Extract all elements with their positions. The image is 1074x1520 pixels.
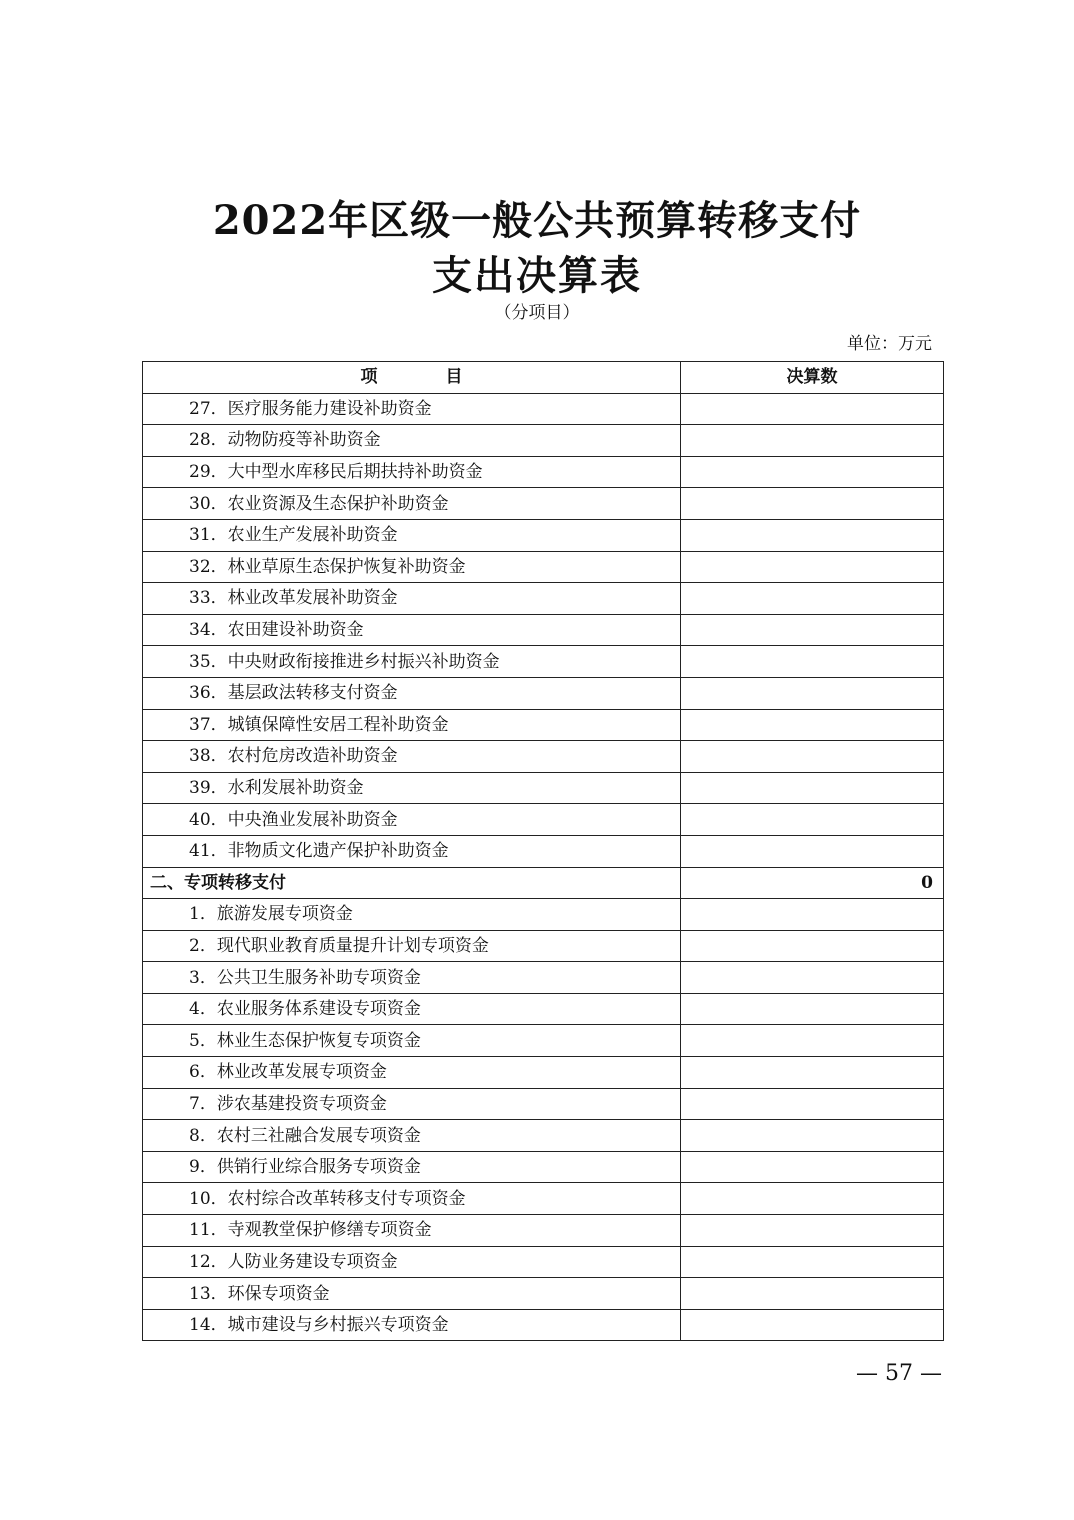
row-label: 34．农田建设补助资金 bbox=[143, 614, 681, 646]
row-label: 39．水利发展补助资金 bbox=[143, 772, 681, 804]
row-value bbox=[681, 1246, 944, 1278]
row-value bbox=[681, 677, 944, 709]
table-row bbox=[143, 709, 944, 741]
table-row bbox=[143, 899, 944, 931]
row-label: 35．中央财政衔接推进乡村振兴补助资金 bbox=[143, 646, 681, 678]
row-value bbox=[681, 1183, 944, 1215]
row-value bbox=[681, 772, 944, 804]
table-row bbox=[143, 1088, 944, 1120]
table-row bbox=[143, 1025, 944, 1057]
table-row bbox=[143, 930, 944, 962]
page-number: — 57 — bbox=[856, 1361, 942, 1386]
column-header-amount: 决算数 bbox=[681, 362, 944, 394]
row-value bbox=[681, 393, 944, 425]
table-row bbox=[143, 962, 944, 994]
row-label: 37．城镇保障性安居工程补助资金 bbox=[143, 709, 681, 741]
column-header-item: 项 目 bbox=[143, 362, 681, 394]
row-label: 12．人防业务建设专项资金 bbox=[143, 1246, 681, 1278]
row-label: 7．涉农基建投资专项资金 bbox=[143, 1088, 681, 1120]
row-label: 1．旅游发展专项资金 bbox=[143, 899, 681, 931]
row-value bbox=[681, 930, 944, 962]
row-label: 33．林业改革发展补助资金 bbox=[143, 583, 681, 615]
table-row bbox=[143, 583, 944, 615]
row-label: 6．林业改革发展专项资金 bbox=[143, 1057, 681, 1089]
row-value bbox=[681, 709, 944, 741]
row-value bbox=[681, 583, 944, 615]
row-label: 10．农村综合改革转移支付专项资金 bbox=[143, 1183, 681, 1215]
row-value bbox=[681, 425, 944, 457]
table-row bbox=[143, 393, 944, 425]
row-label: 30．农业资源及生态保护补助资金 bbox=[143, 488, 681, 520]
row-label: 2．现代职业教育质量提升计划专项资金 bbox=[143, 930, 681, 962]
table-row bbox=[143, 646, 944, 678]
row-label: 28．动物防疫等补助资金 bbox=[143, 425, 681, 457]
row-value bbox=[681, 646, 944, 678]
table-row bbox=[143, 1057, 944, 1089]
row-label: 9．供销行业综合服务专项资金 bbox=[143, 1151, 681, 1183]
row-label: 3．公共卫生服务补助专项资金 bbox=[143, 962, 681, 994]
table-row bbox=[143, 614, 944, 646]
row-label: 13．环保专项资金 bbox=[143, 1278, 681, 1310]
row-value bbox=[681, 519, 944, 551]
table-row bbox=[143, 677, 944, 709]
row-value bbox=[681, 1278, 944, 1310]
row-value bbox=[681, 835, 944, 867]
table-row bbox=[143, 1120, 944, 1152]
row-label: 4．农业服务体系建设专项资金 bbox=[143, 993, 681, 1025]
table-row bbox=[143, 772, 944, 804]
row-value bbox=[681, 1309, 944, 1341]
table-row bbox=[143, 835, 944, 867]
row-value bbox=[681, 899, 944, 931]
table-row bbox=[143, 804, 944, 836]
row-label: 11．寺观教堂保护修缮专项资金 bbox=[143, 1215, 681, 1247]
table-header-row bbox=[143, 362, 944, 394]
document-subtitle: （分项目） bbox=[494, 303, 580, 323]
row-label: 5．林业生态保护恢复专项资金 bbox=[143, 1025, 681, 1057]
table-row bbox=[143, 1151, 944, 1183]
row-value bbox=[681, 1025, 944, 1057]
table-row bbox=[143, 425, 944, 457]
table-row bbox=[143, 456, 944, 488]
row-label: 38．农村危房改造补助资金 bbox=[143, 741, 681, 773]
row-value bbox=[681, 993, 944, 1025]
table-row bbox=[143, 1309, 944, 1341]
row-label: 14．城市建设与乡村振兴专项资金 bbox=[143, 1309, 681, 1341]
row-label: 29．大中型水库移民后期扶持补助资金 bbox=[143, 456, 681, 488]
row-label: 40．中央渔业发展补助资金 bbox=[143, 804, 681, 836]
row-value bbox=[681, 804, 944, 836]
table-row bbox=[143, 488, 944, 520]
row-value bbox=[681, 1057, 944, 1089]
section-label: 二、专项转移支付 bbox=[143, 867, 681, 899]
table-row bbox=[143, 741, 944, 773]
row-value bbox=[681, 614, 944, 646]
table-row bbox=[143, 519, 944, 551]
table-row bbox=[143, 1215, 944, 1247]
row-label: 32．林业草原生态保护恢复补助资金 bbox=[143, 551, 681, 583]
document-title-line-1: 2022年区级一般公共预算转移支付 bbox=[212, 197, 862, 244]
unit-label: 单位：万元 bbox=[847, 334, 932, 354]
budget-table bbox=[142, 361, 944, 1341]
table-row bbox=[143, 1183, 944, 1215]
row-value bbox=[681, 1151, 944, 1183]
row-label: 27．医疗服务能力建设补助资金 bbox=[143, 393, 681, 425]
table-row bbox=[143, 993, 944, 1025]
row-value bbox=[681, 488, 944, 520]
table-row bbox=[143, 1246, 944, 1278]
row-label: 31．农业生产发展补助资金 bbox=[143, 519, 681, 551]
document-title-line-2: 支出决算表 bbox=[432, 252, 642, 299]
row-value bbox=[681, 551, 944, 583]
row-label: 36．基层政法转移支付资金 bbox=[143, 677, 681, 709]
table-row bbox=[143, 1278, 944, 1310]
section-row bbox=[143, 867, 944, 899]
row-value bbox=[681, 456, 944, 488]
row-value bbox=[681, 741, 944, 773]
table-row bbox=[143, 551, 944, 583]
row-value bbox=[681, 1088, 944, 1120]
row-value bbox=[681, 962, 944, 994]
row-value bbox=[681, 1215, 944, 1247]
row-label: 8．农村三社融合发展专项资金 bbox=[143, 1120, 681, 1152]
section-value: 0 bbox=[681, 867, 944, 899]
row-value bbox=[681, 1120, 944, 1152]
row-label: 41．非物质文化遗产保护补助资金 bbox=[143, 835, 681, 867]
